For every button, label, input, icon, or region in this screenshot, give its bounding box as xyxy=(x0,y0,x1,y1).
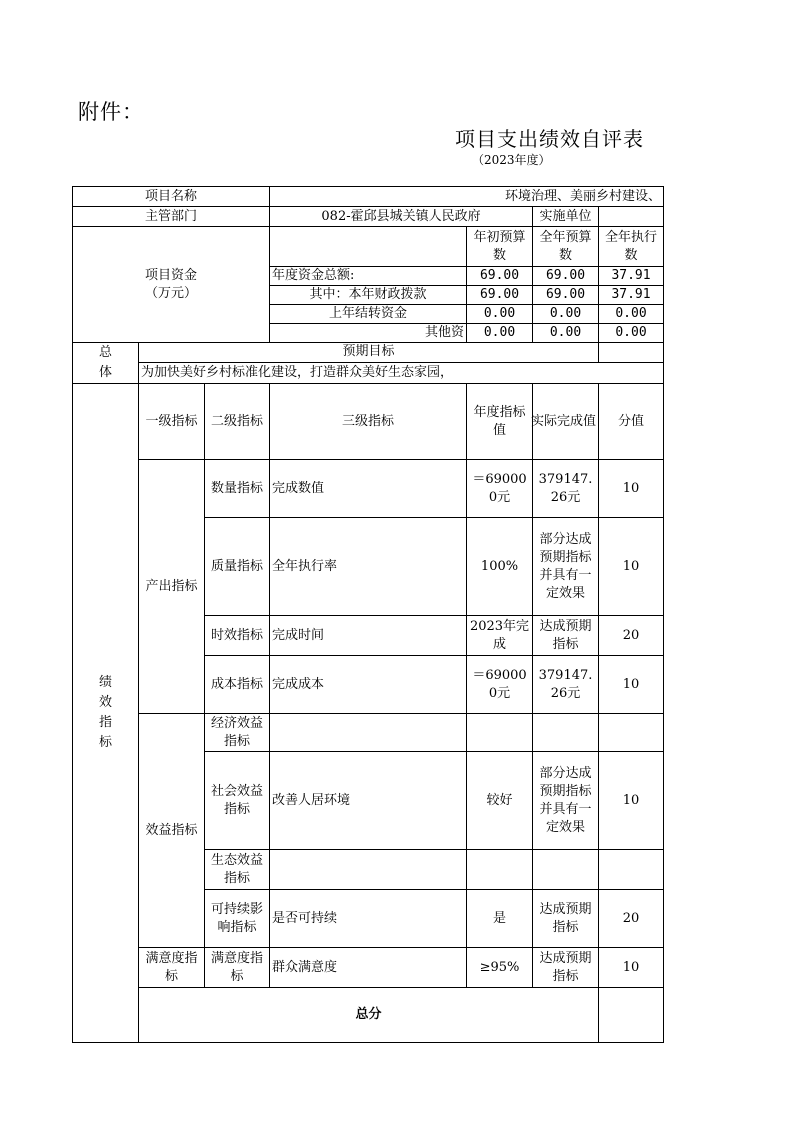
perf-row-level3: 是否可持续 xyxy=(270,890,467,948)
funds-row-initial: 0.00 xyxy=(467,305,533,324)
funds-col-initial: 年初预算数 xyxy=(467,227,533,267)
funds-row-full: 69.00 xyxy=(533,286,599,305)
perf-row-level3: 完成时间 xyxy=(270,616,467,656)
perf-row-actual: 部分达成预期指标并具有一定效果 xyxy=(533,752,599,850)
perf-row-score: 10 xyxy=(599,656,664,714)
perf-row-score xyxy=(599,850,664,890)
output-indicator-label: 产出指标 xyxy=(139,460,205,714)
perf-row-annual: 较好 xyxy=(467,752,533,850)
impl-value xyxy=(599,207,664,227)
expected-target-blank xyxy=(599,343,664,363)
perf-row-actual: 379147.26元 xyxy=(533,656,599,714)
year-label: （2023年度） xyxy=(472,153,551,167)
funds-row-exec: 0.00 xyxy=(599,324,664,343)
perf-row-actual: 达成预期指标 xyxy=(533,890,599,948)
funds-row-label: 年度资金总额: xyxy=(270,267,467,286)
funds-row-full: 0.00 xyxy=(533,305,599,324)
perf-row-annual: ＝690000元 xyxy=(467,656,533,714)
perf-h-score: 分值 xyxy=(599,384,664,460)
perf-row-level3: 改善人居环境 xyxy=(270,752,467,850)
perf-row-level3: 完成数值 xyxy=(270,460,467,518)
perf-row-annual: 100% xyxy=(467,518,533,616)
perf-row-actual xyxy=(533,714,599,752)
perf-row-annual xyxy=(467,714,533,752)
perf-h-level3: 三级指标 xyxy=(270,384,467,460)
funds-blank-header xyxy=(270,227,467,267)
perf-row-actual: 部分达成预期指标并具有一定效果 xyxy=(533,518,599,616)
funds-row-full: 69.00 xyxy=(533,267,599,286)
perf-h-level2: 二级指标 xyxy=(205,384,270,460)
funds-row-exec: 37.91 xyxy=(599,267,664,286)
self-evaluation-table xyxy=(72,186,662,1022)
project-name-value: 环境治理、美丽乡村建设、 xyxy=(270,187,664,207)
perf-h-annual: 年度指标值 xyxy=(467,384,533,460)
funds-col-full: 全年预算数 xyxy=(533,227,599,267)
total-label: 总分 xyxy=(139,988,599,1043)
project-name-label: 项目名称 xyxy=(73,187,270,207)
perf-row-level2: 经济效益指标 xyxy=(205,714,270,752)
perf-row-level2: 满意度指标 xyxy=(205,948,270,988)
perf-row-score: 20 xyxy=(599,890,664,948)
funds-col-exec: 全年执行数 xyxy=(599,227,664,267)
funds-label: 项目资金 （万元） xyxy=(73,227,270,343)
overall-label: 总体 xyxy=(73,343,139,384)
perf-row-level2: 成本指标 xyxy=(205,656,270,714)
perf-row-actual: 达成预期指标 xyxy=(533,616,599,656)
funds-row-label: 其中：本年财政拨款 xyxy=(270,286,467,305)
perf-row-level2: 可持续影响指标 xyxy=(205,890,270,948)
perf-row-score: 10 xyxy=(599,518,664,616)
satisfaction-indicator-label: 满意度指标 xyxy=(139,948,205,988)
perf-row-score: 10 xyxy=(599,752,664,850)
perf-row-score: 10 xyxy=(599,460,664,518)
perf-row-annual xyxy=(467,850,533,890)
perf-row-annual: 是 xyxy=(467,890,533,948)
expected-target-label: 预期目标 xyxy=(139,343,599,363)
funds-row-initial: 0.00 xyxy=(467,324,533,343)
perf-row-annual: ＝690000元 xyxy=(467,460,533,518)
funds-row-label: 其他资 xyxy=(270,324,467,343)
perf-row-annual: ≥95% xyxy=(467,948,533,988)
funds-row-exec: 37.91 xyxy=(599,286,664,305)
perf-row-score: 20 xyxy=(599,616,664,656)
funds-row-initial: 69.00 xyxy=(467,267,533,286)
page-title: 项目支出绩效自评表 xyxy=(455,127,644,151)
impl-label: 实施单位 xyxy=(533,207,599,227)
attachment-label: 附件： xyxy=(78,100,144,124)
perf-row-score xyxy=(599,714,664,752)
perf-row-level2: 生态效益指标 xyxy=(205,850,270,890)
perf-row-level3 xyxy=(270,850,467,890)
funds-row-label: 上年结转资金 xyxy=(270,305,467,324)
total-blank xyxy=(599,988,664,1043)
perf-row-level3: 完成成本 xyxy=(270,656,467,714)
perf-row-actual: 379147.26元 xyxy=(533,460,599,518)
perf-row-level3: 全年执行率 xyxy=(270,518,467,616)
funds-row-initial: 69.00 xyxy=(467,286,533,305)
perf-row-actual xyxy=(533,850,599,890)
funds-row-exec: 0.00 xyxy=(599,305,664,324)
perf-row-level3 xyxy=(270,714,467,752)
perf-label: 绩效指标 xyxy=(73,384,139,1043)
perf-row-annual: 2023年完成 xyxy=(467,616,533,656)
expected-target-text: 为加快美好乡村标准化建设，打造群众美好生态家园， xyxy=(139,362,664,383)
perf-h-actual: 实际完成值 xyxy=(533,384,599,460)
dept-value: 082-霍邱县城关镇人民政府 xyxy=(270,207,533,227)
perf-row-level2: 数量指标 xyxy=(205,460,270,518)
perf-row-score: 10 xyxy=(599,948,664,988)
funds-row-full: 0.00 xyxy=(533,324,599,343)
perf-row-level3: 群众满意度 xyxy=(270,948,467,988)
perf-row-level2: 质量指标 xyxy=(205,518,270,616)
dept-label: 主管部门 xyxy=(73,207,270,227)
perf-row-actual: 达成预期指标 xyxy=(533,948,599,988)
perf-row-level2: 时效指标 xyxy=(205,616,270,656)
perf-row-level2: 社会效益指标 xyxy=(205,752,270,850)
benefit-indicator-label: 效益指标 xyxy=(139,714,205,948)
perf-h-level1: 一级指标 xyxy=(139,384,205,460)
